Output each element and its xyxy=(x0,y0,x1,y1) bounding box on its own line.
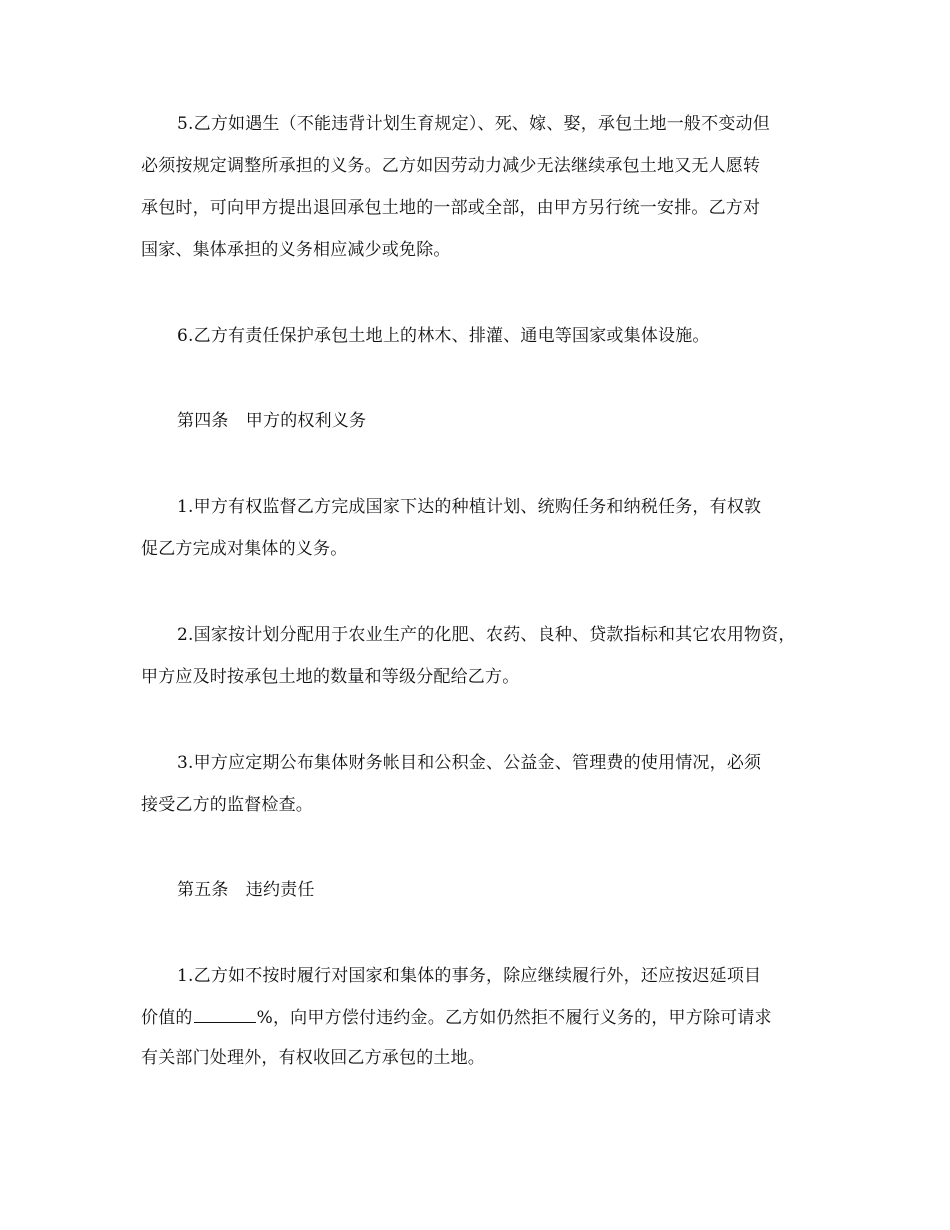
article5-item1-line-3: 有关部门处理外，有权收回乙方承包的土地。 xyxy=(141,1048,485,1068)
article5-heading: 第五条 违约责任 xyxy=(177,880,315,900)
p5-line-2: 必须按规定调整所承担的义务。乙方如因劳动力减少无法继续承包土地又无人愿转 xyxy=(141,156,761,176)
p6-line-1: 6.乙方有责任保护承包土地上的林木、排灌、通电等国家或集体设施。 xyxy=(177,326,710,346)
line-suffix: %，向甲方偿付违约金。乙方如仍然拒不履行义务的，甲方除可请求 xyxy=(256,1008,772,1028)
article4-item2-line-2: 甲方应及时按承包土地的数量和等级分配给乙方。 xyxy=(141,667,520,687)
article4-heading: 第四条 甲方的权利义务 xyxy=(177,411,367,431)
percentage-blank xyxy=(194,1008,256,1023)
line-prefix: 价值的 xyxy=(141,1008,193,1028)
article4-item1-line-2: 促乙方完成对集体的义务。 xyxy=(141,539,348,559)
article4-item1-line-1: 1.甲方有权监督乙方完成国家下达的种植计划、统购任务和纳税任务，有权敦 xyxy=(177,497,762,517)
p5-line-4: 国家、集体承担的义务相应减少或免除。 xyxy=(141,240,451,260)
article4-item2-line-1: 2.国家按计划分配用于农业生产的化肥、农药、良种、贷款指标和其它农用物资， xyxy=(177,625,796,645)
article5-item1-line-1: 1.乙方如不按时履行对国家和集体的事务，除应继续履行外，还应按迟延项目 xyxy=(177,966,762,986)
article4-item3-line-1: 3.甲方应定期公布集体财务帐目和公积金、公益金、管理费的使用情况，必须 xyxy=(177,753,762,773)
p5-line-1: 5.乙方如遇生（不能违背计划生育规定）、死、嫁、娶，承包土地一般不变动但 xyxy=(177,114,770,134)
article4-item3-line-2: 接受乙方的监督检查。 xyxy=(141,795,313,815)
article5-item1-line-2 xyxy=(141,1008,772,1028)
p5-line-3: 承包时，可向甲方提出退回承包土地的一部或全部，由甲方另行统一安排。乙方对 xyxy=(141,198,761,218)
